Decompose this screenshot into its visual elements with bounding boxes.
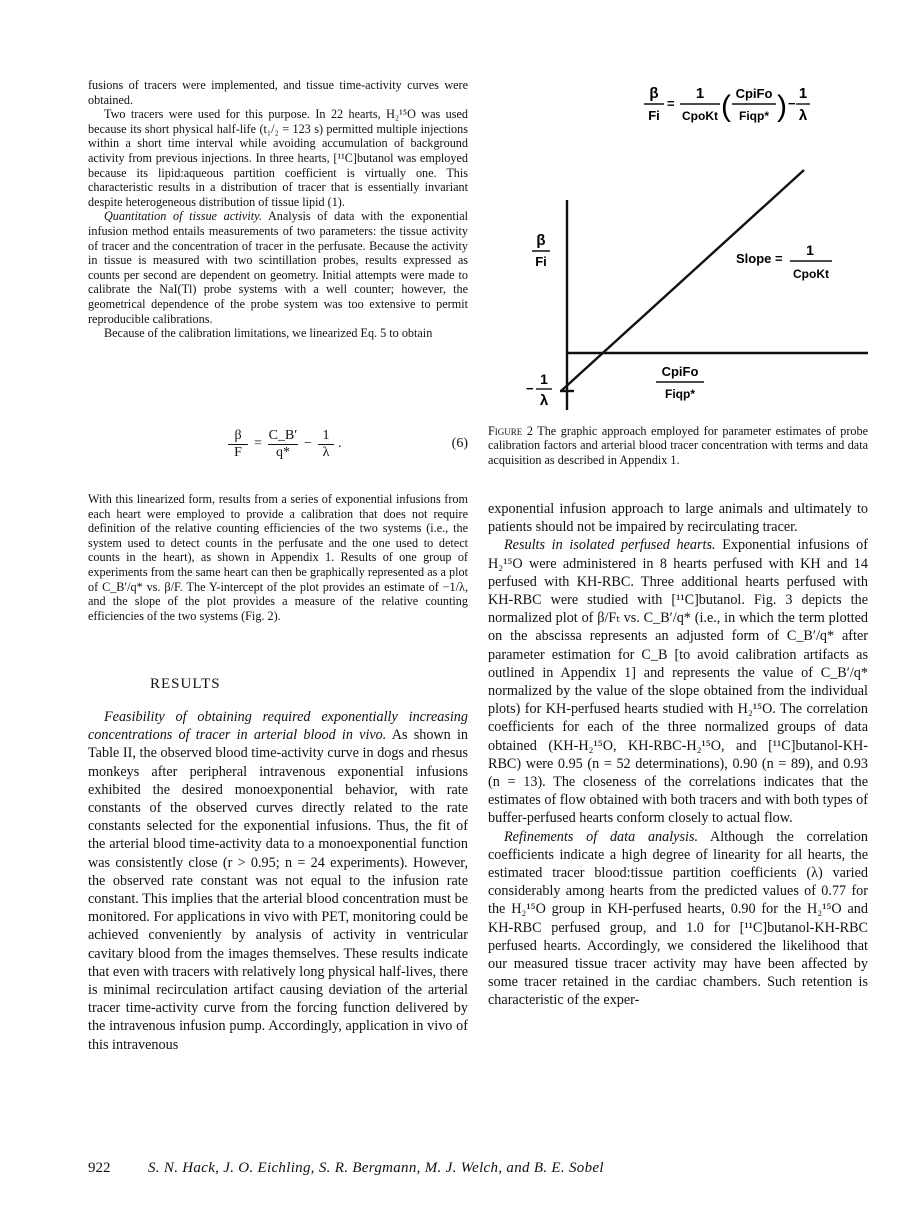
eq-lhs-den: F [228,444,248,461]
eq-equals: = [254,436,262,451]
y-label-beta: β [536,232,546,249]
paragraph: exponential infusion approach to large animals and ultimately to patients should not be impaired by recirculating tracer. [488,501,868,536]
figure-label: Figure 2 [488,424,533,438]
paragraph: Two tracers were used for this purpose. In 22 hearts, H₂¹⁵O was used because its short physical half-life (t₁/₂ = 123 s) permitted multiple injections within a short time interval while avoiding accumulation of background activity from previous injections. In three hearts, [¹¹C]butanol was employed because its lipid:aqueous partition coefficient is virtually one. This characteristic results in a distribution of tracer that is essentially invariant despite heterogeneous distribution of tissue lipid (1). [88,107,468,209]
eq-mid-num: C_B′ [268,428,298,443]
left-column-results [88,708,468,1054]
fig-eq-rparen: ) [777,90,787,123]
paragraph: fusions of tracers were implemented, and tissue time-activity curves were obtained. [88,78,468,107]
figure-2-graphic [488,80,868,420]
paragraph-text: Analysis of data with the exponential infusion method entails measurements of two parameters: the tissue activity of tracer and the concentration of tracer in the perfusate. Because the activity in tissue is measured with two scintillation probes, results expressed as counts per second are dependent on geometry. Initial attempts were made to calibrate the NaI(Tl) probe systems with a well counter; however, the geometrical dependence of the probe system was too extensive to permit reproducible calibrations. [88,209,468,326]
x-label-num: CpiFo [661,364,699,379]
figure-caption [488,424,868,467]
slope-label [736,242,832,281]
paragraph [88,708,468,1054]
eq-lhs [228,428,248,461]
paragraph-text: As shown in Table II, the observed blood time-activity curve in dogs and rhesus monkeys after peripheral intravenous exponential infusions exhibited the desired monoexponential behavior, with rate constants of the observed curves directly related to the rate constants selected for the exponential infusions. Thus, the fit of the arterial blood time-activity data to a monoexponential function was consistently close (r > 0.95; n = 24 experiments). However, the observed rate constant was not equal to the infusion rate constant. This implies that the arterial blood concentration must be monitored. For applications in vivo with PET, monitoring could be achieved conveniently by analysis of activity in ventricular cavitary blood from the images themselves. These results indicate that even with tracers with relatively long physical half-lives, there is minimal recirculation artifact causing deviation of the arterial tracer time-activity curve from the forcing function delivered by the intravenous infusion pump. Accordingly, application in vivo of this intravenous [88,727,468,1053]
intercept-num: 1 [540,371,548,387]
paragraph-text: Although the correlation coefficients indicate a high degree of linearity for all hearts, the estimated tracer blood:tissue partition coefficients (λ) varied considerably among hearts from the predicted values of 0.77 for the H₂¹⁵O group in KH-perfused hearts, 0.90 for the H₂¹⁵O and KH-RBC perfused group, and 1.0 for [¹¹C]butanol-KH-RBC perfused hearts. Accordingly, we considered the likelihood that our measured tissue tracer activity may have been affected by some tracer retained in the cardiac chambers. Such retention is characteristic of the exper- [488,828,868,1009]
eq-period: . [338,436,342,451]
equation-6 [88,426,468,474]
equation-number: (6) [451,436,468,451]
fig-eq-one2: 1 [798,85,808,102]
paragraph [88,209,468,326]
intercept-lambda: λ [539,392,549,409]
paragraph [488,828,868,1010]
fig-eq-equals: = [667,96,675,111]
eq-mid [268,428,298,461]
caption-text: The graphic approach employed for parameter estimates of probe calibration factors and arterial blood tracer concentration with terms and data acquisition as described in Appendix 1. [488,424,868,467]
fig-eq-cpokt: CpoKt [682,109,718,123]
x-axis-label [656,364,704,401]
right-column [488,500,868,1010]
authors: S. N. Hack, J. O. Eichling, S. R. Bergmann, M. J. Welch, and B. E. Sobel [148,1160,604,1176]
fit-line [561,170,804,391]
fig-eq-fi: Fi [648,108,660,123]
section-subheading: Results in isolated perfused hearts. [504,537,716,554]
left-column-middle [88,492,468,623]
fig-eq-lambda: λ [798,107,808,124]
slope-text: Slope = [736,251,783,266]
eq-rhs-num: 1 [322,428,330,443]
x-label-den: Fiqp* [665,387,695,401]
eq-mid-den: q* [268,444,298,461]
fig-eq-lparen: ( [721,90,731,123]
fig-eq-beta: β [649,85,659,102]
y-axis-label [532,232,550,269]
fig-eq-cpifo: CpiFo [735,86,773,101]
intercept-label [526,371,552,409]
eq-rhs-den: λ [318,444,334,461]
slope-num: 1 [806,242,814,258]
fig-eq-minus: − [788,96,796,111]
section-subheading: Quantitation of tissue activity. [104,209,262,224]
intercept-minus: − [526,381,534,396]
page-number: 922 [88,1160,111,1176]
figure-2 [488,80,868,420]
results-heading: RESULTS [150,676,221,692]
paragraph [488,536,868,827]
page-footer [88,1160,604,1177]
fig-eq-one: 1 [695,85,705,102]
paragraph: With this linearized form, results from a series of exponential infusions from each heart were employed to provide a calibration that does not require definition of the relative counting efficiencies of the two systems (i.e., the system used to detect counts in the perfusate and the one used to detect counts in the heart), as shown in Appendix 1. Results of one group of experiments from the same heart can then be graphically represented as a plot of C_B′/q* vs. β/F. The Y-intercept of the plot provides an estimate of −1/λ, and the slope of the plot provides a measure of the relative counting efficiencies of the two systems (Fig. 2). [88,492,468,623]
eq-minus: − [304,436,312,451]
fig-eq-fiqp: Fiqp* [739,109,769,123]
paragraph: Because of the calibration limitations, we linearized Eq. 5 to obtain [104,326,433,341]
paragraph-text: Exponential infusions of H₂¹⁵O were administered in 8 hearts perfused with KH and 14 perfused with KH-RBC. Three additional hearts perfused with KH-RBC were studied with [¹¹C]butanol. Fig. 3 depicts the normalized plot of β/Fₜ vs. C_B′/q* (i.e., in which the term plotted on the abscissa represents an adjusted form of C_B′/q* after parameter estimation for C_B [to avoid calibration artifacts as outlined in Appendix 1] and represents the value of C_B′/q* normalized by the value of the slope obtained from the individual plots) for KH-perfused hearts studied with H₂¹⁵O. The correlation coefficients for each of the three normalized groups of data obtained (KH-H₂¹⁵O, KH-RBC-H₂¹⁵O, and [¹¹C]butanol-KH-RBC) were 0.95 (n = 52 determinations), 0.90 (n = 89), and 0.93 (n = 13). The closeness of the correlations indicates that the estimates of flow obtained with both tracers and with both types of buffer-perfused hearts conform closely to actual flow. [488,537,868,827]
eq-rhs [318,428,334,461]
slope-den: CpoKt [793,267,829,281]
eq-lhs-num: β [234,428,242,443]
left-column-top [88,78,468,341]
figure-top-equation [644,85,810,124]
section-subheading: Refinements of data analysis. [504,828,699,845]
y-label-fi: Fi [535,254,547,269]
section-subheading: Feasibility of obtaining required exponentially increasing concentrations of tracer in arterial blood in vivo. [88,709,468,744]
